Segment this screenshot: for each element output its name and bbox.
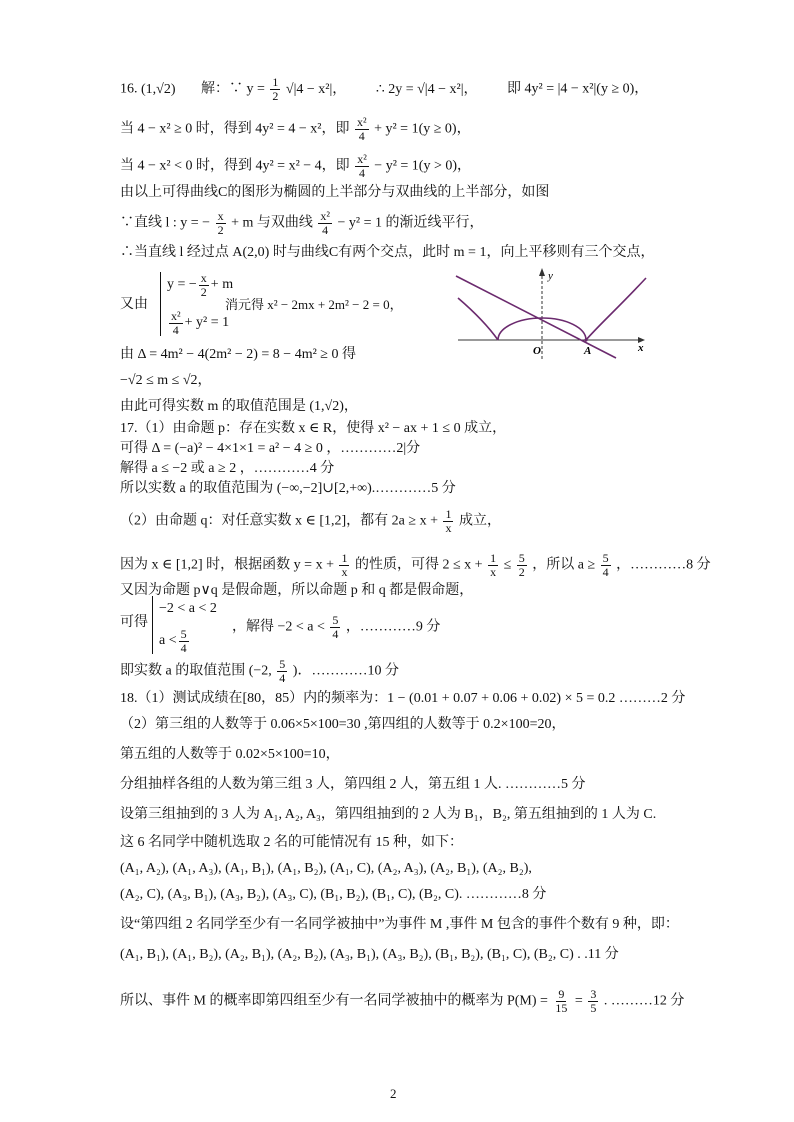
system-row: −2 < a < 2 <box>159 601 217 616</box>
denominator: 4 <box>172 322 179 337</box>
fraction <box>318 210 332 237</box>
system-row <box>167 272 233 298</box>
q18-line-11 <box>120 988 684 1015</box>
numerator: x² <box>357 152 367 166</box>
q17-line-9 <box>120 658 399 685</box>
q17-line-6 <box>120 552 711 579</box>
denominator: 4 <box>322 223 329 237</box>
denominator: 4 <box>332 627 339 641</box>
q17-line-8-tail <box>232 614 440 641</box>
q17-line-8-lead: 可得 <box>120 615 148 630</box>
q16-text: 当 4 − x² ≥ 0 时，得到 4y² = 4 − x²，即 <box>120 121 350 137</box>
q16-text: ∴ 2y = √|4 − x²|， <box>375 81 478 97</box>
denominator: 4 <box>180 640 187 655</box>
q16-equation-system <box>160 272 233 336</box>
q18-line-2: （2）第三组的人数等于 0.06×5×100=30 ,第四组的人数等于 0.2×100=20， <box>120 717 566 732</box>
denominator: 4 <box>358 166 365 180</box>
fraction <box>488 552 498 579</box>
fraction <box>443 508 453 535</box>
numerator: x <box>217 209 224 223</box>
q18-line-6: 这 6 名同学中随机选取 2 名的可能情况有 15 种，如下： <box>120 835 463 850</box>
numerator: 5 <box>180 626 187 641</box>
q16-line-9: −√2 ≤ m ≤ √2， <box>120 373 212 388</box>
numerator: x² <box>320 209 330 223</box>
numerator: 5 <box>332 613 339 627</box>
q16-number: 16. <box>120 81 138 97</box>
q18-line-5: 设第三组抽到的 3 人为 A₁, A₂, A₃，第四组抽到的 2 人为 B₁，B₂, 第五组抽到的 1 人为 C. <box>120 807 657 822</box>
curve-graph <box>452 264 652 364</box>
numerator: 5 <box>518 551 525 565</box>
q17-line-1: 17.（1）由命题 p：存在实数 x ∈ R，使得 x² − ax + 1 ≤ 0 成立， <box>120 421 507 436</box>
q17-text: （2）由命题 q：对任意实数 x ∈ [1,2]，都有 2a ≥ x + <box>120 513 438 529</box>
system-row <box>167 310 233 336</box>
fraction <box>355 116 369 143</box>
q17-text: ，…………8 分 <box>616 557 711 573</box>
q16-text: − y² = 1(y > 0)， <box>374 158 472 174</box>
q17-text: ，所以 a ≥ <box>532 557 596 573</box>
q18-line-10: (A₁, B₁), (A₁, B₂), (A₂, B₁), (A₂, B₂), (A₃, B₁), (A₃, B₂), (B₁, B₂), (B₁, C), (B₂, C) . .11 分 <box>120 947 619 962</box>
q16-text: 即 4y² = |4 − x²|(y ≥ 0)， <box>507 81 649 97</box>
q18-line-4: 分组抽样各组的人数为第三组 3 人，第四组 2 人，第五组 1 人. …………5 分 <box>120 777 586 792</box>
y-axis-label: y <box>548 270 553 282</box>
numerator: 3 <box>590 987 597 1001</box>
origin-label: O <box>533 345 541 357</box>
denominator: 4 <box>602 565 609 579</box>
denominator: 2 <box>217 223 224 237</box>
q18-line-3: 第五组的人数等于 0.02×5×100=10， <box>120 747 340 762</box>
q17-text: ≤ <box>503 557 512 573</box>
q16-text: 当 4 − x² < 0 时，得到 4y² = x² − 4，即 <box>120 158 350 174</box>
denominator: 5 <box>590 1001 597 1015</box>
denominator: 15 <box>555 1001 568 1015</box>
fraction <box>179 628 189 655</box>
denominator: x <box>445 521 452 535</box>
numerator: x² <box>171 308 181 323</box>
q18-line-9: 设“第四组 2 名同学至少有一名同学被抽中”为事件 M ,事件 M 包含的事件个数有 9 种，即： <box>120 917 679 932</box>
q18-line-8: (A₂, C), (A₃, B₁), (A₃, B₂), (A₃, C), (B₁, B₂), (B₁, C), (B₂, C). …………8 分 <box>120 887 547 902</box>
point-a <box>584 338 587 341</box>
denominator: 4 <box>279 671 286 685</box>
q17-line-5 <box>120 508 501 535</box>
denominator: x <box>341 565 348 579</box>
q18-text: = <box>574 993 583 1009</box>
q17-text: 的性质，可得 2 ≤ x + <box>354 557 483 573</box>
fraction <box>553 988 569 1015</box>
fraction <box>199 272 209 299</box>
hyperbola-left-branch <box>458 298 498 340</box>
q18-line-7: (A₁, A₂), (A₁, A₃), (A₁, B₁), (A₁, B₂), (A₁, C), (A₂, A₃), (A₂, B₁), (A₂, B₂), <box>120 861 532 876</box>
numerator: x <box>200 270 207 285</box>
numerator: x² <box>356 115 367 129</box>
denominator: 4 <box>358 129 365 143</box>
numerator: 9 <box>558 987 565 1001</box>
fraction <box>517 552 527 579</box>
fraction <box>588 988 598 1015</box>
q16-text: 解：∵ y = <box>201 81 269 97</box>
q16-text: + m 与双曲线 <box>231 215 313 231</box>
denominator: x <box>490 565 497 579</box>
q16-line-2 <box>120 116 471 143</box>
q17-line-3: 解得 a ≤ −2 或 a ≥ 2 ，…………4 分 <box>120 461 335 476</box>
q17-text: (−2, <box>248 663 272 679</box>
hyperbola-right-branch <box>586 278 646 340</box>
q17-line-4: 所以实数 a 的取值范围为 (−∞,−2]∪[2,+∞).…………5 分 <box>120 481 456 496</box>
system-row <box>159 628 217 654</box>
q17-inequality-system <box>152 596 217 654</box>
q16-line-8: 由 Δ = 4m² − 4(2m² − 2) = 8 − 4m² ≥ 0 得 <box>120 347 356 362</box>
numerator: 1 <box>341 551 348 565</box>
q16-text: + y² = 1(y ≥ 0)， <box>374 121 471 137</box>
fraction <box>216 210 226 237</box>
fraction <box>277 658 287 685</box>
y-axis-arrow-icon <box>539 268 545 276</box>
x-axis-label: x <box>638 342 644 354</box>
q17-line-7: 又因为命题 p∨q 是假命题，所以命题 p 和 q 都是假命题， <box>120 583 474 598</box>
q17-text: 即实数 a 的取值范围 <box>120 663 246 679</box>
q18-text: 所以、事件 M 的概率即第四组至少有一名同学被抽中的概率为 P(M) = <box>120 993 548 1009</box>
q16-text: ∵直线 l : y = − <box>120 215 211 231</box>
fraction <box>355 153 369 180</box>
q16-line-3 <box>120 153 471 180</box>
q16-line-10: 由此可得实数 m 的取值范围是 (1,√2)， <box>120 399 358 414</box>
q17-text: ，…………9 分 <box>345 619 441 635</box>
q17-text: 因为 x ∈ [1,2] 时，根据函数 y = x + <box>120 557 334 573</box>
fraction <box>339 552 349 579</box>
q16-text: − y² = 1 的渐近线平行， <box>337 215 484 231</box>
fraction <box>330 614 340 641</box>
page-number: 2 <box>390 1086 397 1101</box>
fraction <box>601 552 611 579</box>
numerator: 1 <box>445 507 452 521</box>
numerator: 5 <box>602 551 609 565</box>
q17-text: )．…………10 分 <box>292 663 399 679</box>
q16-line-1 <box>120 76 648 103</box>
system-text: + m <box>210 277 234 292</box>
q16-line-7-tail: 消元得 x² − 2mx + 2m² − 2 = 0， <box>225 297 403 312</box>
q18-text: . ………12 分 <box>603 993 685 1009</box>
system-text: a < <box>159 633 177 648</box>
q16-line-4: 由以上可得曲线C的图形为椭圆的上半部分与双曲线的上半部分，如图 <box>120 185 550 200</box>
denominator: 2 <box>200 284 207 299</box>
q17-text: 成立， <box>458 513 501 529</box>
numerator: 1 <box>272 75 279 89</box>
numerator: 1 <box>490 551 497 565</box>
q16-answer: (1,√2) <box>141 81 176 97</box>
fraction <box>169 310 183 337</box>
q16-line-7-lead: 又由 <box>120 297 148 312</box>
q18-line-1: 18.（1）测试成绩在[80，85）内的频率为：1 − (0.01 + 0.07 + 0.06 + 0.02) × 5 = 0.2 ………2 分 <box>120 691 686 706</box>
denominator: 2 <box>518 565 525 579</box>
numerator: 5 <box>279 657 286 671</box>
system-text: + y² = 1 <box>184 315 230 330</box>
denominator: 2 <box>272 89 279 103</box>
q16-text: √|4 − x²|， <box>285 81 347 97</box>
system-text: y = − <box>167 277 197 292</box>
fraction <box>270 76 280 103</box>
q17-line-2: 可得 Δ = (−a)² − 4×1×1 = a² − 4 ≥ 0 ，…………2|分 <box>120 441 421 456</box>
q16-line-6: ∴当直线 l 经过点 A(2,0) 时与曲线C有两个交点，此时 m = 1，向上平移则有三个交点， <box>120 245 655 260</box>
q16-line-5 <box>120 210 483 237</box>
point-a-label: A <box>584 345 592 357</box>
q17-text: ，解得 −2 < a < <box>232 619 325 635</box>
